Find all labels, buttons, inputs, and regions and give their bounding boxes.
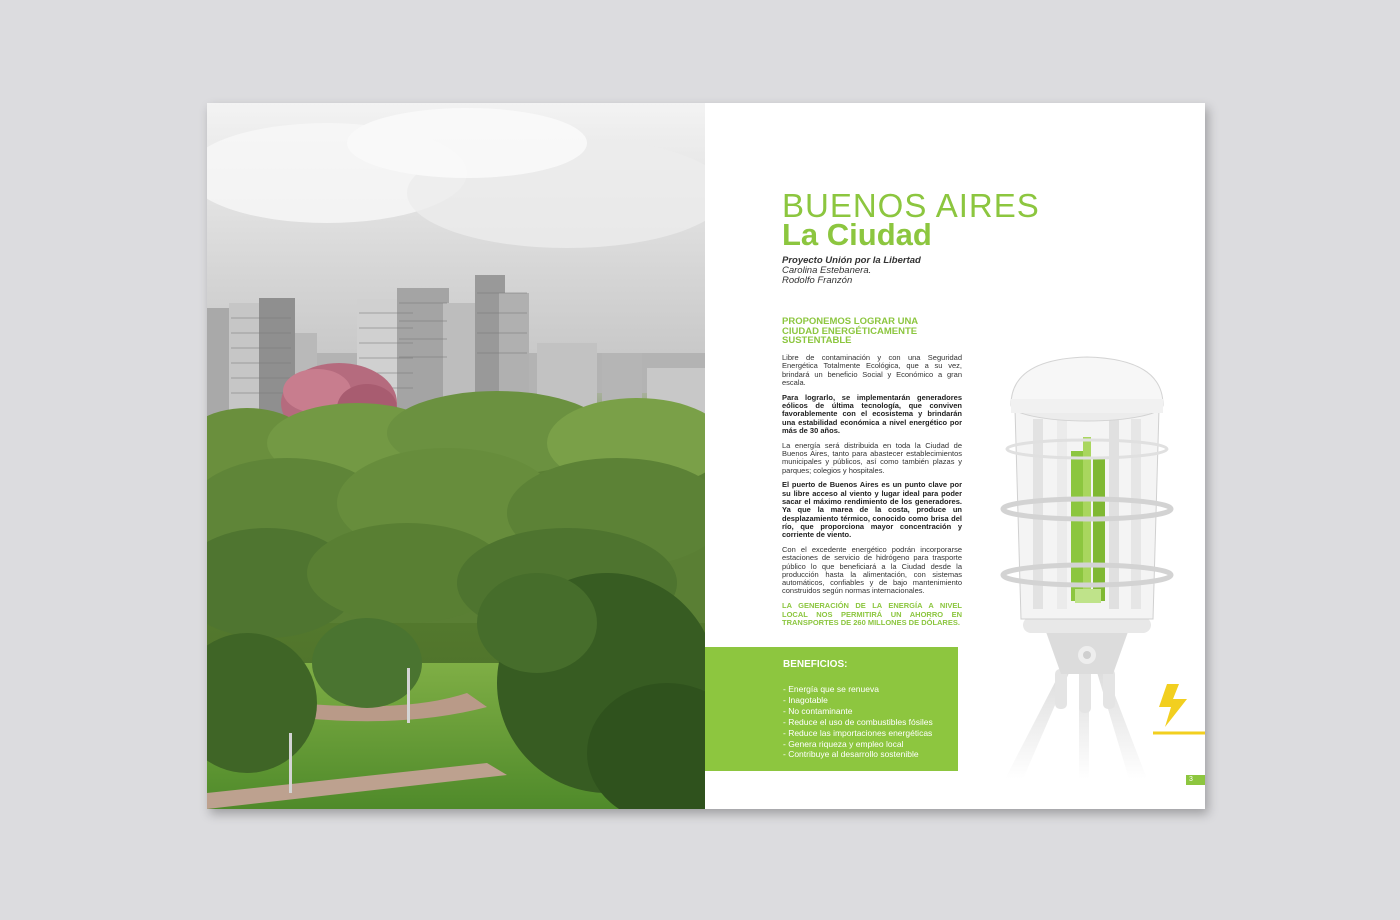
benefits-title: BENEFICIOS: — [783, 659, 848, 670]
title-line-2: La Ciudad — [782, 217, 932, 252]
magazine-spread — [207, 103, 1205, 809]
author: Carolina Estebanera. — [782, 265, 872, 276]
benefit-item: - Reduce las importaciones energéticas — [783, 727, 933, 738]
benefit-item: - Contribuye al desarrollo sostenible — [783, 749, 919, 760]
paragraph: El puerto de Buenos Aires es un punto clave por su libre acceso al viento y lugar ideal para poder sacar el máximo rendimiento de los generadores. Ya que la marea de la costa, produce un desplazamiento térmico, conocido como brisa del río, que proporciona mayor concentración y corriente de viento. — [782, 480, 962, 540]
benefit-item: - Inagotable — [783, 694, 828, 705]
benefits-list — [783, 684, 933, 760]
benefit-item: - Genera riqueza y empleo local — [783, 738, 904, 749]
article-body — [782, 354, 962, 634]
highlight-paragraph: LA GENERACIÓN DE LA ENERGÍA A NIVEL LOCAL NOS PERMITIRÁ UN AHORRO EN TRANSPORTES DE 260 MILLONES DE DÓLARES. — [782, 601, 962, 627]
city-park-photo — [207, 103, 705, 809]
paragraph: Para lograrlo, se implementarán generadores eólicos de última tecnología, que conviven favorablemente con el ecosistema y brindarán una estabilidad económica a nivel energético por más de 30 años. — [782, 392, 962, 435]
paragraph: La energía será distribuida en toda la Ciudad de Buenos Aires, tanto para abastecer establecimientos municipales y públicos, así como también plazas y parques; colegios y hospitales. — [782, 440, 962, 475]
project-name: Proyecto Unión por la Libertad — [782, 255, 921, 266]
title-line-1: BUENOS AIRES — [782, 187, 1040, 224]
lightning-bolt-icon — [1159, 684, 1187, 727]
benefits-box — [705, 647, 958, 771]
benefit-item: - Energía que se renueva — [783, 684, 879, 694]
wind-turbine-icon — [975, 339, 1205, 779]
section-subheading: PROPONEMOS LOGRAR UNA CIUDAD ENERGÉTICAMENTE SUSTENTABLE — [782, 316, 918, 346]
article-page — [705, 103, 1205, 809]
page-number: 3 — [1186, 775, 1205, 785]
paragraph: Libre de contaminación y con una Seguridad Energética Totalmente Ecológica, que a su vez, brindará un beneficio Social y Económico a gran escala. — [782, 353, 962, 387]
benefit-item: - No contaminante — [783, 705, 853, 716]
author: Rodolfo Franzón — [782, 275, 853, 286]
city-park-illustration — [207, 103, 705, 809]
paragraph: Con el excedente energético podrán incorporarse estaciones de servicio de hidrógeno para trasporte público lo que beneficiará a la Ciudad desde la producción hasta la alimentación, con sistemas automáticos, confiables y de bajo mantenimiento construidos según normas internacionales. — [782, 544, 962, 596]
credits — [782, 256, 921, 286]
benefit-item: - Reduce el uso de combustibles fósiles — [783, 716, 933, 727]
